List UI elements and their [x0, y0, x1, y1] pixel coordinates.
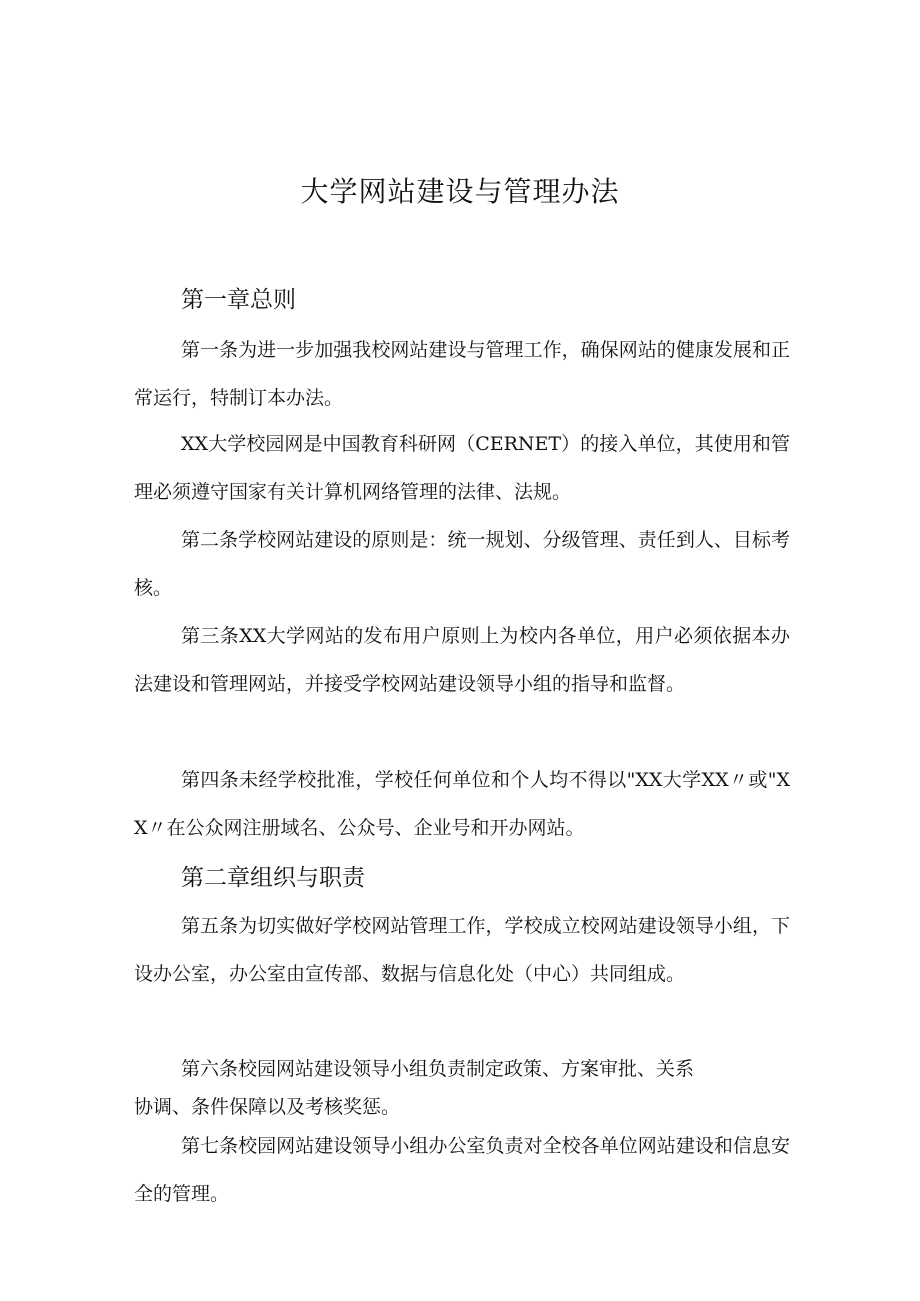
chapter-2-heading: 第二章组织与职责 [181, 865, 365, 891]
article-3-paragraph: 第三条XX大学网站的发布用户原则上为校内各单位，用户必须依据本办法建设和管理网站，并接受学校网站建设领导小组的指导和监督。 [134, 625, 790, 695]
article-7-paragraph: 第七条校园网站建设领导小组办公室负责对全校各单位网站建设和信息安全的管理。 [134, 1135, 790, 1205]
article-1-paragraph: 第一条为进一步加强我校网站建设与管理工作，确保网站的健康发展和正常运行，特制订本办法。 [134, 339, 790, 409]
campus-network-paragraph: XX大学校园网是中国教育科研网（CERNET）的接入单位，其使用和管理必须遵守国家有关计算机网络管理的法律、法规。 [134, 433, 790, 503]
article-6-paragraph: 第六条校园网站建设领导小组负责制定政策、方案审批、关系协调、条件保障以及考核奖惩。 [134, 1058, 695, 1118]
article-4-paragraph: 第四条未经学校批准，学校任何单位和个人均不得以"XX大学XX〃或"XX〃在公众网注册域名、公众号、企业号和开办网站。 [134, 769, 790, 839]
chapter-1-heading: 第一章总则 [181, 287, 296, 313]
article-5-paragraph: 第五条为切实做好学校网站管理工作，学校成立校网站建设领导小组，下设办公室，办公室由宣传部、数据与信息化处（中心）共同组成。 [134, 915, 790, 985]
article-2-paragraph: 第二条学校网站建设的原则是：统一规划、分级管理、责任到人、目标考核。 [134, 529, 790, 599]
document-title: 大学网站建设与管理办法 [300, 175, 620, 208]
